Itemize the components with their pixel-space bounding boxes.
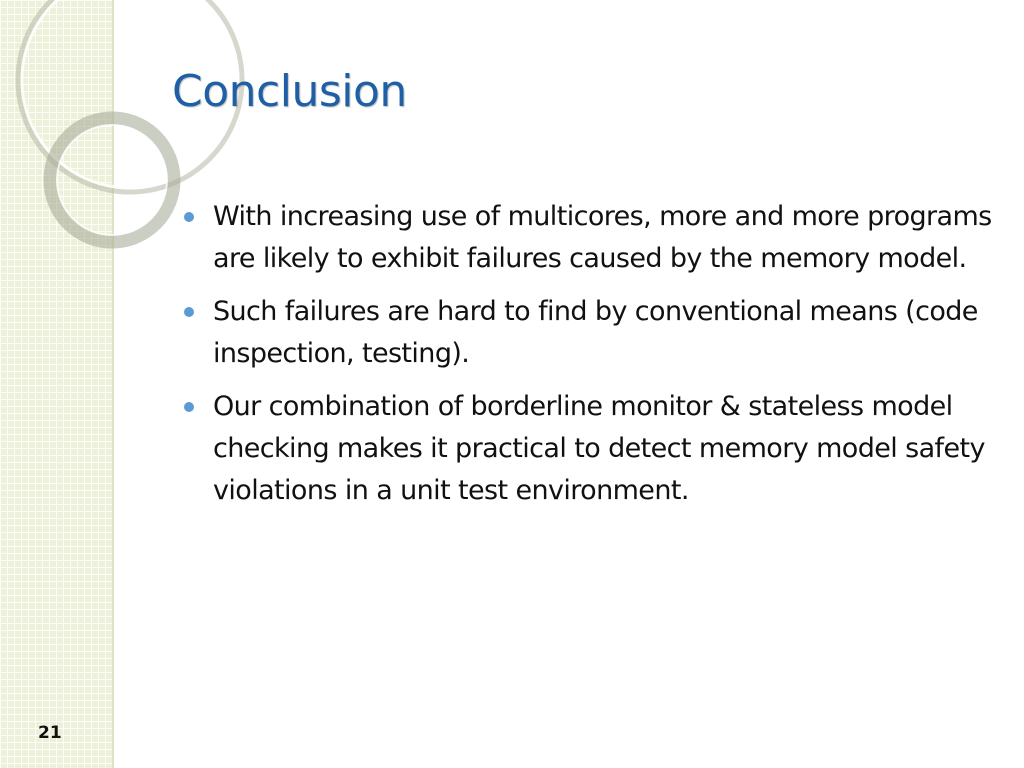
bullet-text: Our combination of borderline monitor & stateless model checking makes it practical to detect memory model safety violations in a unit test environment.	[213, 391, 985, 506]
bullet-list	[182, 196, 992, 523]
panel-divider	[112, 0, 114, 768]
bullet-item	[182, 291, 992, 375]
bullet-item	[182, 196, 992, 280]
side-decorative-panel	[0, 0, 112, 768]
bullet-dot-icon	[184, 307, 194, 317]
bullet-item	[182, 386, 992, 512]
slide-number: 21	[38, 723, 62, 743]
slide-title: Conclusion	[172, 66, 407, 117]
bullet-dot-icon	[184, 212, 194, 222]
bullet-text: Such failures are hard to find by conventional means (code inspection, testing).	[213, 296, 978, 369]
bullet-text: With increasing use of multicores, more and more programs are likely to exhibit failures caused by the memory model.	[213, 201, 992, 274]
bullet-dot-icon	[184, 402, 194, 412]
